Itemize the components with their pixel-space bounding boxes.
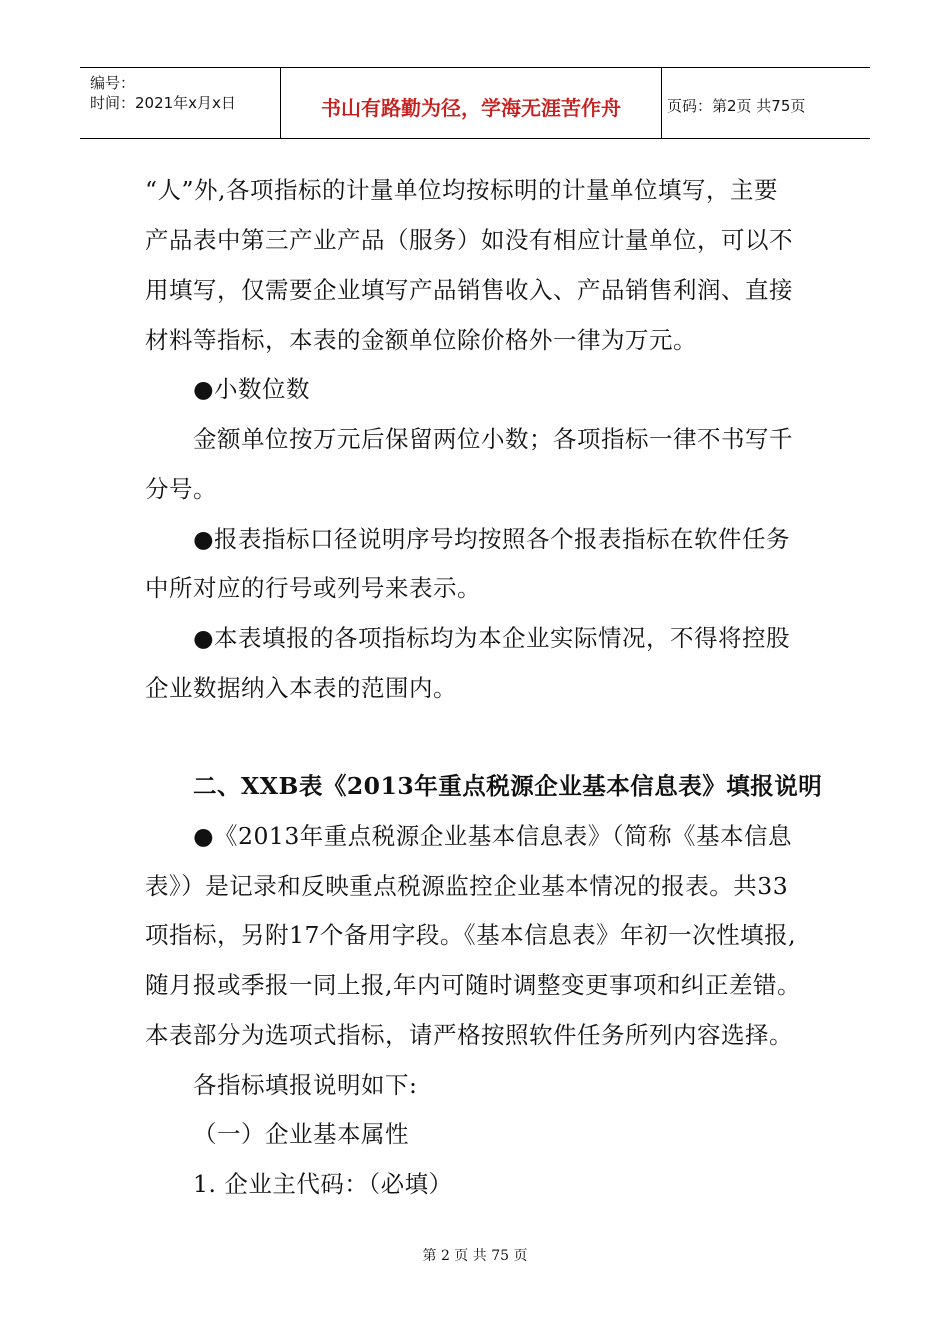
body-line: 本表部分为选项式指标，请严格按照软件任务所列内容选择。 — [145, 1021, 793, 1049]
header-meta — [80, 68, 280, 138]
section-heading: 二、XXB表《2013年重点税源企业基本信息表》填报说明 — [193, 772, 823, 800]
body-line: 分号。 — [145, 475, 217, 503]
body-line: “人”外,各项指标的计量单位均按标明的计量单位填写，主要 — [145, 176, 778, 204]
body-line: 各指标填报说明如下: — [193, 1071, 418, 1099]
bullet-item: ●小数位数 — [193, 375, 311, 403]
number-label: 编号： — [90, 74, 136, 92]
time-label: 时间：2021年x月x日 — [90, 94, 236, 112]
body-line: 金额单位按万元后保留两位小数；各项指标一律不书写千 — [193, 425, 793, 453]
page-footer: 第 2 页 共 75 页 — [422, 1248, 528, 1264]
page-header — [80, 67, 870, 139]
body-line: 用填写，仅需要企业填写产品销售收入、产品销售利润、直接 — [145, 276, 793, 304]
list-item: 1. 企业主代码：（必填） — [193, 1170, 453, 1198]
motto: 书山有路勤为径，学海无涯苦作舟 — [321, 96, 621, 120]
body-line: 产品表中第三产业产品（服务）如没有相应计量单位，可以不 — [145, 226, 793, 254]
bullet-item: ●本表填报的各项指标均为本企业实际情况，不得将控股 — [193, 624, 791, 652]
body-line: 项指标，另附17个备用字段。《基本信息表》年初一次性填报, — [145, 921, 797, 949]
header-motto-cell — [280, 68, 662, 138]
subheading: （一）企业基本属性 — [193, 1120, 409, 1148]
body-line: 中所对应的行号或列号来表示。 — [145, 574, 481, 602]
body-line: 材料等指标，本表的金额单位除价格外一律为万元。 — [145, 326, 697, 354]
page-info: 页码：第2页 共75页 — [667, 97, 806, 115]
bullet-item: ●《2013年重点税源企业基本信息表》（简称《基本信息 — [193, 822, 793, 850]
body-line: 企业数据纳入本表的范围内。 — [145, 674, 457, 702]
body-line: 随月报或季报一同上报,年内可随时调整变更事项和纠正差错。 — [145, 971, 801, 999]
bullet-item: ●报表指标口径说明序号均按照各个报表指标在软件任务 — [193, 525, 791, 553]
header-page-cell — [661, 68, 870, 138]
body-line: 表》）是记录和反映重点税源监控企业基本情况的报表。共33 — [145, 872, 789, 900]
